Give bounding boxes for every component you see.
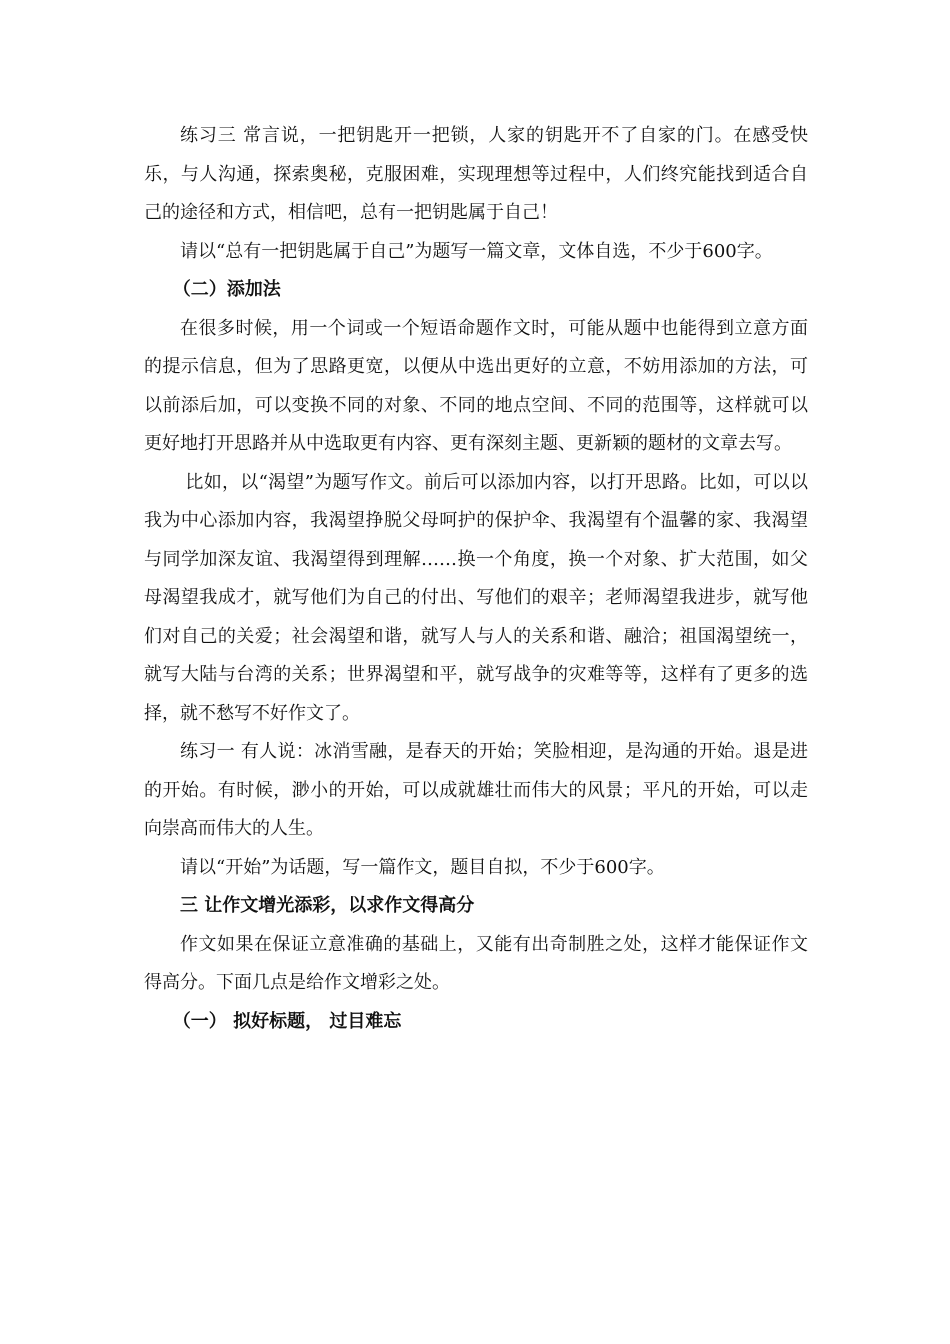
paragraph-exercise-one-prompt: 请以“开始”为话题，写一篇作文，题目自拟，不少于600字。 — [180, 856, 665, 878]
paragraph-exercise-three: 练习三 常言说，一把钥匙开一把锁，人家的钥匙开不了自家的门。在感受快乐，与人沟通，探索奥秘，克服困难，实现理想等过程中，人们终究能找到适合自己的途径和方式，相信吧，总有一把钥匙属于自己！ — [144, 125, 808, 223]
paragraph-addition-example: 比如，以“渴望”为题写作文。前后可以添加内容，以打开思路。比如，可以以我为中心添加内容，我渴望挣脱父母呵护的保护伞、我渴望有个温馨的家、我渴望与同学加深友谊、我渴望得到理解……换一个角度，换一个对象、扩大范围，如父母渴望我成才，就写他们为自己的付出、写他们的艰辛；老师渴望我进步，就写他们对自己的关爱；社会渴望和谐，就写人与人的关系和谐、融洽；祖国渴望统一，就写大陆与台湾的关系；世界渴望和平，就写战争的灾难等等，这样有了更多的选择，就不愁写不好作文了。 — [144, 471, 808, 724]
heading-addition-method: （二）添加法 — [172, 279, 281, 300]
paragraph-section-three-intro: 作文如果在保证立意准确的基础上，又能有出奇制胜之处，这样才能保证作文得高分。下面几点是给作文增彩之处。 — [144, 933, 808, 993]
heading-good-title: （一） 拟好标题， 过目难忘 — [172, 1010, 402, 1032]
paragraph-exercise-three-prompt: 请以“总有一把钥匙属于自己”为题写一篇文章，文体自选，不少于600字。 — [180, 240, 773, 262]
document-body — [144, 117, 808, 1041]
paragraph-exercise-one: 练习一 有人说：冰消雪融，是春天的开始；笑脸相迎，是沟通的开始。退是进的开始。有时候，渺小的开始，可以成就雄壮而伟大的风景；平凡的开始，可以走向崇高而伟大的人生。 — [144, 741, 808, 839]
heading-section-three: 三 让作文增光添彩，以求作文得高分 — [180, 895, 475, 916]
paragraph-addition-intro: 在很多时候，用一个词或一个短语命题作文时，可能从题中也能得到立意方面的提示信息，但为了思路更宽，以便从中选出更好的立意，不妨用添加的方法，可以前添后加，可以变换不同的对象、不同的地点空间、不同的范围等，这样就可以更好地打开思路并从中选取更有内容、更有深刻主题、更新颖的题材的文章去写。 — [144, 317, 808, 454]
